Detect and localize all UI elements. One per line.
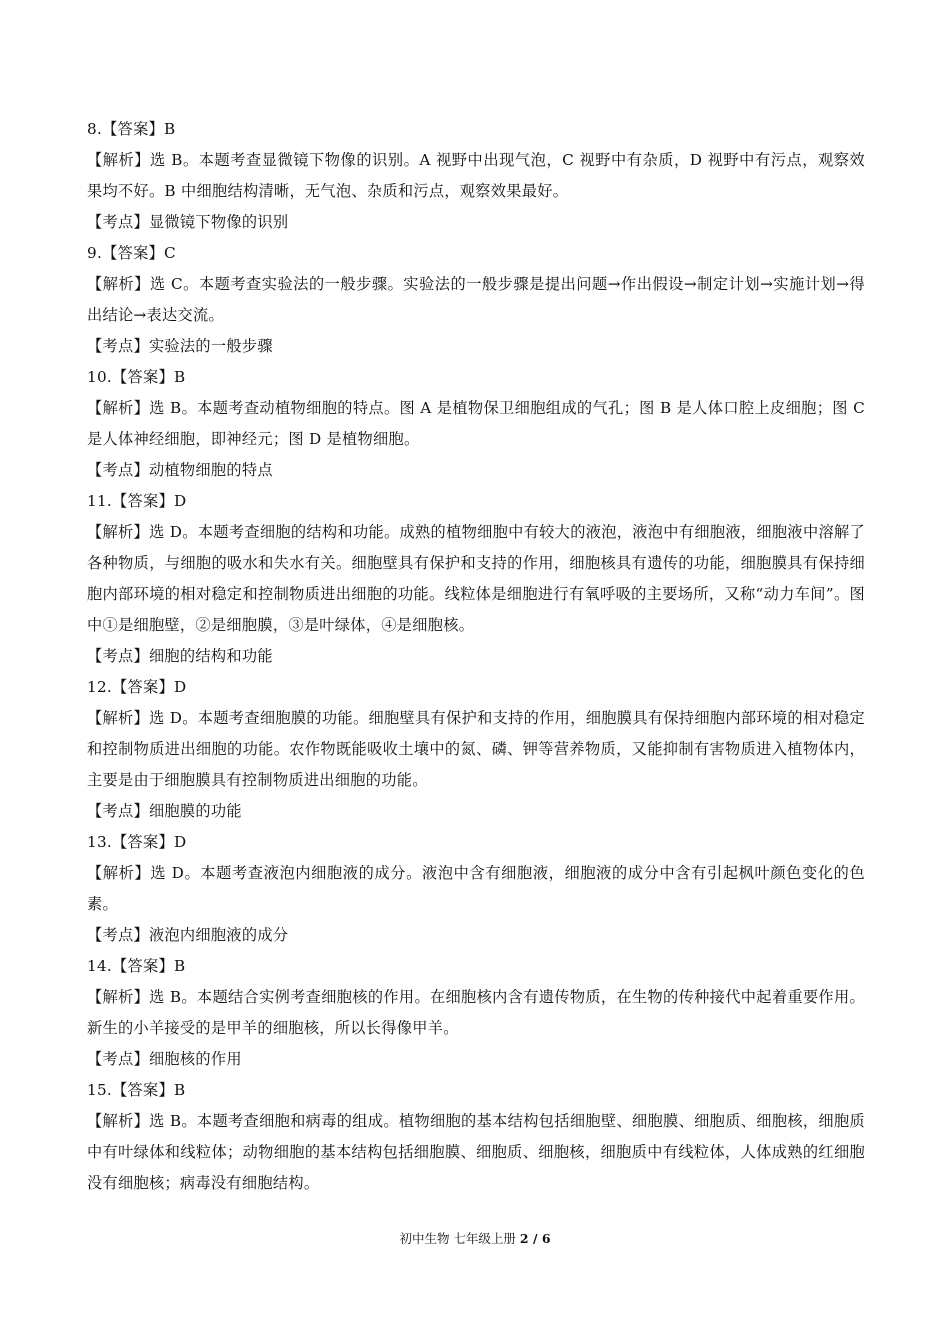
key-point-line: 【考点】细胞的结构和功能: [87, 647, 273, 665]
analysis-paragraph: 【解析】选 D。本题考查细胞的结构和功能。成熟的植物细胞中有较大的液泡，液泡中有细胞液，细胞液中溶解了各种物质，与细胞的吸水和失水有关。细胞壁具有保护和支持的作用，细胞核具有遗传的功能，细胞膜具有保持细胞内部环境的相对稳定和控制物质进出细胞的功能。线粒体是细胞进行有氧呼吸的主要场所，又称“动力车间”。图中①是细胞壁，②是细胞膜，③是叶绿体，④是细胞核。: [87, 523, 865, 634]
answer-line: 13.【答案】D: [87, 833, 187, 851]
footer-subject: 初中生物 七年级上册: [399, 1231, 520, 1246]
analysis-paragraph: 【解析】选 D。本题考查液泡内细胞液的成分。液泡中含有细胞液，细胞液的成分中含有引起枫叶颜色变化的色素。: [87, 864, 865, 913]
answer-document: [87, 114, 865, 1199]
analysis-paragraph: 【解析】选 D。本题考查细胞膜的功能。细胞壁具有保护和支持的作用，细胞膜具有保持细胞内部环境的相对稳定和控制物质进出细胞的功能。农作物既能吸收土壤中的氮、磷、钾等营养物质，又能抑制有害物质进入植物体内，主要是由于细胞膜具有控制物质进出细胞的功能。: [87, 709, 865, 789]
key-point-line: 【考点】细胞膜的功能: [87, 802, 242, 820]
answer-line: 9.【答案】C: [87, 244, 176, 262]
analysis-paragraph: 【解析】选 C。本题考查实验法的一般步骤。实验法的一般步骤是提出问题→作出假设→制定计划→实施计划→得出结论→表达交流。: [87, 275, 865, 324]
answer-line: 15.【答案】B: [87, 1081, 186, 1099]
key-point-line: 【考点】细胞核的作用: [87, 1050, 242, 1068]
key-point-line: 【考点】实验法的一般步骤: [87, 337, 273, 355]
key-point-line: 【考点】液泡内细胞液的成分: [87, 926, 289, 944]
answer-line: 14.【答案】B: [87, 957, 186, 975]
analysis-paragraph: 【解析】选 B。本题考查动植物细胞的特点。图 A 是植物保卫细胞组成的气孔；图 B 是人体口腔上皮细胞；图 C 是人体神经细胞，即神经元；图 D 是植物细胞。: [87, 399, 865, 448]
analysis-paragraph: 【解析】选 B。本题考查显微镜下物像的识别。A 视野中出现气泡，C 视野中有杂质，D 视野中有污点，观察效果均不好。B 中细胞结构清晰，无气泡、杂质和污点，观察效果最好。: [87, 151, 865, 200]
page-number: 2 / 6: [519, 1231, 551, 1246]
analysis-paragraph: 【解析】选 B。本题结合实例考查细胞核的作用。在细胞核内含有遗传物质，在生物的传种接代中起着重要作用。新生的小羊接受的是甲羊的细胞核，所以长得像甲羊。: [87, 988, 865, 1037]
answer-line: 10.【答案】B: [87, 368, 186, 386]
key-point-line: 【考点】显微镜下物像的识别: [87, 213, 289, 231]
answer-line: 8.【答案】B: [87, 120, 176, 138]
key-point-line: 【考点】动植物细胞的特点: [87, 461, 273, 479]
page-footer: [0, 1229, 950, 1249]
answer-line: 11.【答案】D: [87, 492, 187, 510]
answer-line: 12.【答案】D: [87, 678, 187, 696]
analysis-paragraph: 【解析】选 B。本题考查细胞和病毒的组成。植物细胞的基本结构包括细胞壁、细胞膜、细胞质、细胞核，细胞质中有叶绿体和线粒体；动物细胞的基本结构包括细胞膜、细胞质、细胞核，细胞质中有线粒体，人体成熟的红细胞没有细胞核；病毒没有细胞结构。: [87, 1112, 865, 1192]
